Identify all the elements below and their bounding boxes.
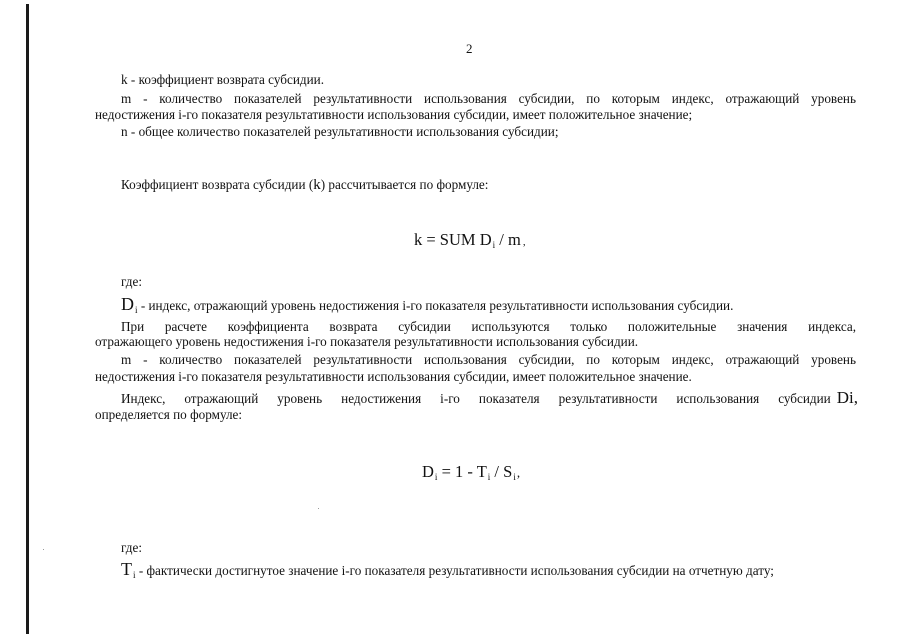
formula-d-t-sub: i (487, 472, 491, 482)
formula-k-rhs: / m (495, 230, 521, 249)
formula-d-div: / S (490, 462, 513, 481)
k-formula-intro (121, 177, 488, 193)
k-intro-suffix: ) рассчитывается по формуле: (320, 177, 489, 192)
t-definition-sub: i (133, 570, 136, 580)
positive-values-note-line-1: При расчете коэффициента возврата субсидии используются только положительные значения индекса, (121, 319, 856, 334)
d-definition (121, 296, 733, 318)
where-label-2: где: (121, 540, 142, 555)
index-intro-text: Индекс, отражающий уровень недостижения i-го показателя результативности использования субсидии (121, 391, 831, 406)
formula-d-tail: , (516, 465, 521, 480)
positive-values-note-line-2: отражающего уровень недостижения i-го показателя результативности использования субсидии. (95, 334, 639, 349)
m-definition-line-2: недостижения i-го показателя результативности использования субсидии, имеет положительное значение; (95, 107, 693, 122)
formula-d-mid: = 1 - T (437, 462, 487, 481)
formula-d-s-sub: i (513, 472, 516, 482)
d-definition-sub: i (135, 305, 138, 315)
t-definition-symbol: T (121, 559, 132, 579)
formula-k (414, 230, 526, 250)
formula-k-tail: , (522, 236, 526, 248)
where-label-1: где: (121, 274, 142, 289)
k-intro-symbol: k (313, 177, 321, 193)
index-intro-line-2: определяется по формуле: (95, 407, 243, 422)
formula-d (422, 462, 520, 482)
k-definition: k - коэффициент возврата субсидии. (121, 72, 324, 87)
formula-k-sub: i (492, 240, 496, 250)
page-number: 2 (466, 41, 473, 56)
index-intro-line-1 (121, 389, 858, 408)
formula-d-symbol: D (422, 462, 434, 481)
d-definition-symbol: D (121, 294, 134, 314)
n-definition: n - общее количество показателей результативности использования субсидии; (121, 124, 559, 139)
d-definition-text: - индекс, отражающий уровень недостижения i-го показателя результативности использования субсидии. (137, 298, 734, 313)
m-repeat-line-2: недостижения i-го показателя результативности использования субсидии, имеет положительное значение. (95, 369, 692, 384)
index-intro-symbol: Di, (836, 388, 858, 407)
formula-k-lhs: k = SUM D (414, 230, 492, 249)
t-definition-text: - фактически достигнутое значение i-го показателя результативности использования субсидии на отчетную дату; (135, 563, 774, 578)
scan-speck (318, 508, 319, 509)
k-intro-prefix: Коэффициент возврата субсидии ( (121, 177, 314, 192)
t-definition (121, 561, 774, 583)
m-repeat-line-1: m - количество показателей результативности использования субсидии, по которым индекс, отражающий уровень (121, 352, 856, 367)
formula-d-d-sub: i (434, 472, 438, 482)
scan-speck (43, 549, 44, 550)
m-definition-line-1: m - количество показателей результативности использования субсидии, по которым индекс, отражающий уровень (121, 91, 856, 106)
